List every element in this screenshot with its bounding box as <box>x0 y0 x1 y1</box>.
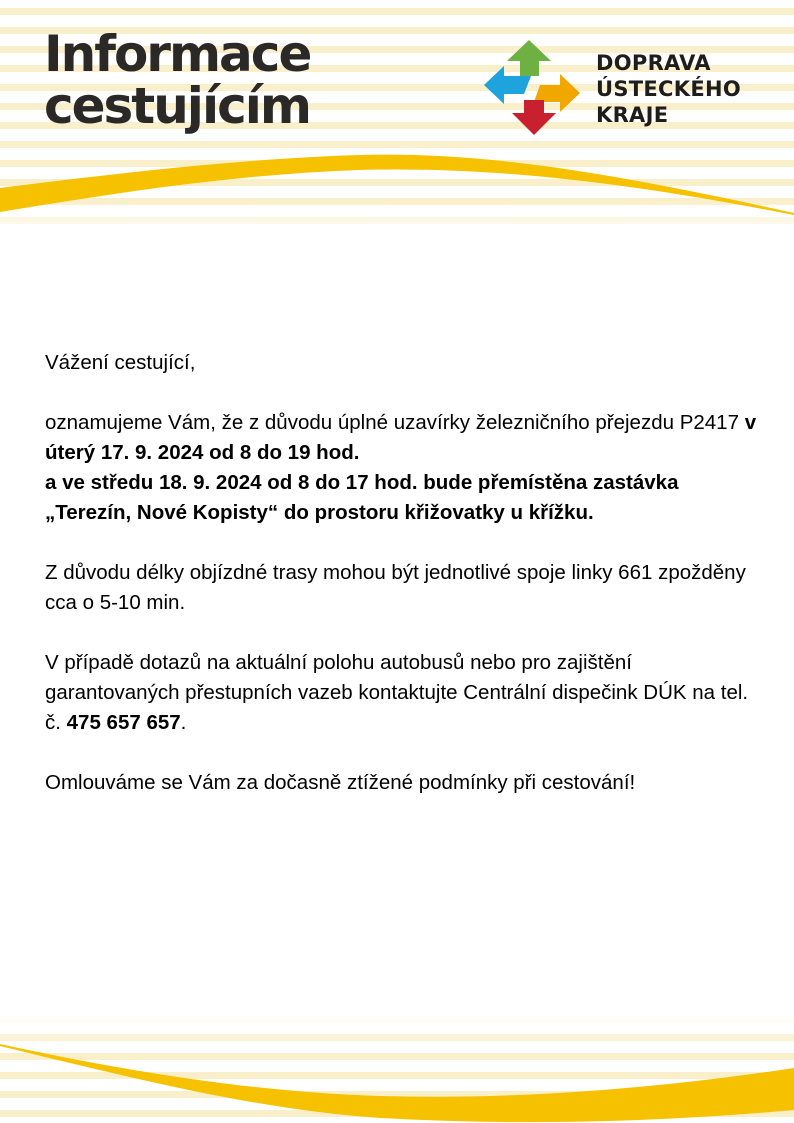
contact-text: V případě dotazů na aktuální polohu autobusů nebo pro zajištění garantovaných přestupních vazeb kontaktujte Centrální dispečink DÚK na tel. č. <box>45 651 749 734</box>
duk-logo <box>482 38 794 138</box>
logo-line-1: DOPRAVA <box>596 51 711 75</box>
dispatch-phone-number: 475 657 657 <box>66 711 181 734</box>
notice-paragraph-contact <box>45 648 765 738</box>
footer-swoosh <box>0 1030 794 1123</box>
closure-intro: oznamujeme Vám, že z důvodu úplné uzavírky železničního přejezdu P2417 <box>45 411 745 434</box>
logo-line-3: KRAJE <box>596 103 669 127</box>
logo-text <box>596 50 741 128</box>
title-line-1: Informace <box>44 25 311 83</box>
title-line-2: cestujícím <box>44 77 310 135</box>
logo-line-2: ÚSTECKÉHO <box>596 77 742 101</box>
closure-date-tuesday: v úterý 17. 9. 2024 od 8 do 19 hod. <box>45 411 757 464</box>
notice-paragraph-delay: Z důvodu délky objízdné trasy mohou být jednotlivé spoje linky 661 zpožděny cca o 5-10 min. <box>45 561 746 614</box>
notice-paragraph-closure <box>45 408 765 528</box>
notice-body <box>45 348 765 828</box>
notice-paragraph-apology: Omlouváme se Vám za dočasně ztížené podmínky při cestování! <box>45 771 636 794</box>
page-title <box>44 25 311 135</box>
closure-date-wednesday-relocation: a ve středu 18. 9. 2024 od 8 do 17 hod. bude přemístěna zastávka „Terezín, Nové Kopisty“ do prostoru křižovatky u křížku. <box>45 471 679 524</box>
contact-end: . <box>180 711 187 734</box>
four-direction-arrows-icon <box>482 38 582 138</box>
header-swoosh <box>0 140 794 240</box>
greeting: Vážení cestující, <box>45 351 196 374</box>
